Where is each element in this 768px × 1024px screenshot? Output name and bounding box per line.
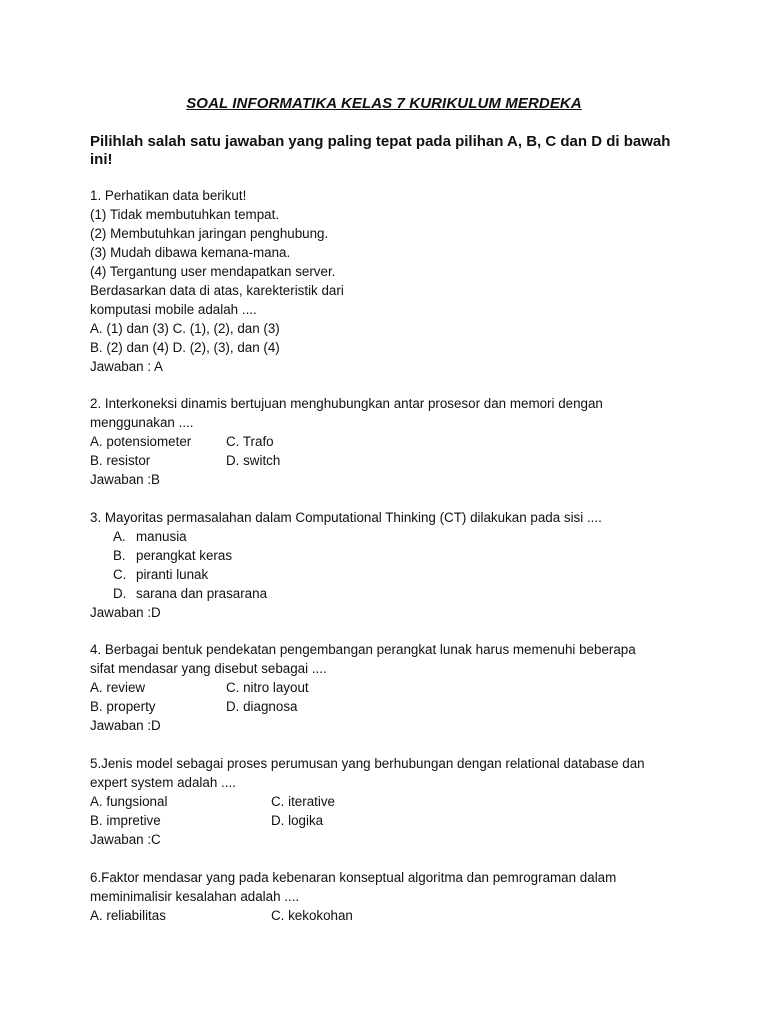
- question-line: expert system adalah ....: [90, 775, 236, 790]
- option-letter: A.: [113, 529, 126, 544]
- document-title: SOAL INFORMATIKA KELAS 7 KURIKULUM MERDEKA: [186, 95, 582, 112]
- answer-key: Jawaban :D: [90, 605, 161, 620]
- question-line: (4) Tergantung user mendapatkan server.: [90, 264, 336, 279]
- option-a: A. potensiometer: [90, 434, 192, 449]
- list-option-d: [90, 584, 690, 603]
- question-line: sifat mendasar yang disebut sebagai ....: [90, 661, 327, 676]
- question-2: [90, 394, 690, 489]
- list-option-c: [90, 565, 690, 584]
- option-row: [90, 432, 690, 451]
- option-text: perangkat keras: [136, 548, 233, 563]
- option-row: [90, 678, 690, 697]
- option-letter: C.: [113, 567, 127, 582]
- option-c: C. kekokohan: [271, 908, 353, 923]
- option-row: [90, 697, 690, 716]
- question-5: [90, 754, 690, 849]
- answer-option-line: B. (2) dan (4) D. (2), (3), dan (4): [90, 340, 280, 355]
- question-3: [90, 508, 690, 622]
- option-d: D. logika: [271, 813, 324, 828]
- list-option-a: [90, 527, 690, 546]
- option-c: C. nitro layout: [226, 680, 309, 695]
- option-b: B. impretive: [90, 813, 161, 828]
- answer-key: Jawaban :C: [90, 832, 161, 847]
- option-a: A. reliabilitas: [90, 908, 166, 923]
- option-row: [90, 451, 690, 470]
- question-line: (1) Tidak membutuhkan tempat.: [90, 207, 280, 222]
- option-row: [90, 792, 690, 811]
- question-line: 1. Perhatikan data berikut!: [90, 188, 247, 203]
- question-line: Berdasarkan data di atas, karekteristik dari: [90, 283, 344, 298]
- option-c: C. Trafo: [226, 434, 274, 449]
- answer-key: Jawaban :D: [90, 718, 161, 733]
- answer-option-line: A. (1) dan (3) C. (1), (2), dan (3): [90, 321, 280, 336]
- question-line: 3. Mayoritas permasalahan dalam Computational Thinking (CT) dilakukan pada sisi ....: [90, 510, 602, 525]
- answer-key: Jawaban : A: [90, 359, 163, 374]
- answer-key: Jawaban :B: [90, 472, 160, 487]
- question-line: menggunakan ....: [90, 415, 194, 430]
- option-d: D. diagnosa: [226, 699, 298, 714]
- question-6: [90, 868, 690, 925]
- option-b: B. property: [90, 699, 156, 714]
- question-line: 4. Berbagai bentuk pendekatan pengembangan perangkat lunak harus memenuhi beberapa: [90, 642, 636, 657]
- option-b: B. resistor: [90, 453, 151, 468]
- option-a: A. review: [90, 680, 146, 695]
- question-line: 5.Jenis model sebagai proses perumusan yang berhubungan dengan relational database dan: [90, 756, 645, 771]
- question-line: (3) Mudah dibawa kemana-mana.: [90, 245, 291, 260]
- question-line: 2. Interkoneksi dinamis bertujuan menghubungkan antar prosesor dan memori dengan: [90, 396, 603, 411]
- option-letter: B.: [113, 548, 126, 563]
- instruction-text: Pilihlah salah satu jawaban yang paling tepat pada pilihan A, B, C dan D di bawah ini!: [90, 133, 671, 168]
- option-d: D. switch: [226, 453, 281, 468]
- option-text: piranti lunak: [136, 567, 209, 582]
- option-text: sarana dan prasarana: [136, 586, 268, 601]
- question-line: meminimalisir kesalahan adalah ....: [90, 889, 300, 904]
- option-text: manusia: [136, 529, 187, 544]
- option-a: A. fungsional: [90, 794, 168, 809]
- question-line: 6.Faktor mendasar yang pada kebenaran konseptual algoritma dan pemrograman dalam: [90, 870, 617, 885]
- list-option-b: [90, 546, 690, 565]
- question-1: [90, 186, 690, 376]
- option-letter: D.: [113, 586, 127, 601]
- question-line: (2) Membutuhkan jaringan penghubung.: [90, 226, 329, 241]
- option-c: C. iterative: [271, 794, 335, 809]
- question-4: [90, 640, 690, 735]
- option-row: [90, 811, 690, 830]
- option-row: [90, 906, 690, 925]
- question-line: komputasi mobile adalah ....: [90, 302, 257, 317]
